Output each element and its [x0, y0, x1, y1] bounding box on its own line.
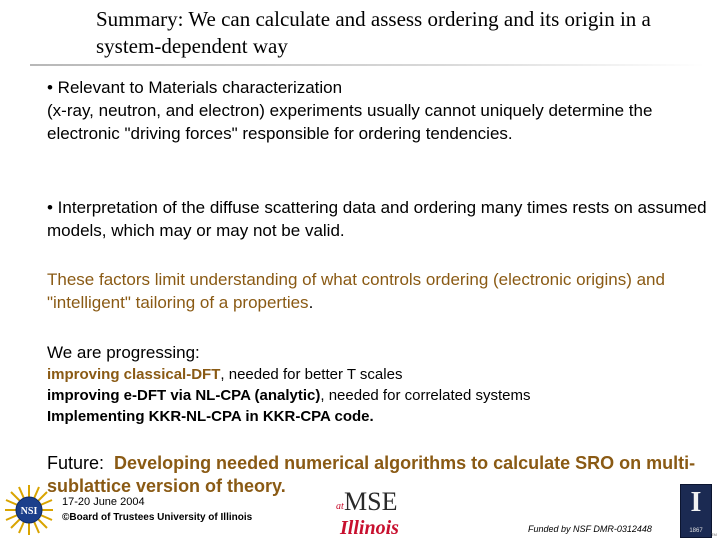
illinois-logo-text: Illinois	[340, 517, 399, 539]
bullet-interpretation: • Interpretation of the diffuse scattering data and ordering many times rests on assumed models, which may or may not be valid.	[47, 198, 707, 240]
progress-item	[47, 385, 707, 406]
bullet1-heading: • Relevant to Materials characterization	[47, 78, 343, 97]
mse-illinois-logo	[330, 482, 420, 540]
ilogo-year: 1867	[689, 528, 703, 534]
progress-item-rest: , needed for better T scales	[220, 366, 403, 383]
bullet1-body: (x-ray, neutron, and electron) experiments usually cannot uniquely determine the electronic "driving forces" responsible for ordering tendencies.	[47, 101, 653, 143]
progress-heading: We are progressing:	[47, 343, 200, 362]
progress-item-rest: , needed for correlated systems	[320, 387, 531, 404]
progress-item-bold: Implementing KKR-NL-CPA in KKR-CPA code.	[47, 408, 374, 425]
university-of-illinois-logo	[680, 484, 712, 538]
factors-text: These factors limit understanding of what controls ordering (electronic origins) and "intelligent" tailoring of a properties	[47, 270, 665, 312]
future-lead: Future:	[47, 453, 105, 473]
footer-funding: Funded by NSF DMR-0312448	[528, 524, 652, 534]
nsi-logo-text: NSI	[20, 506, 38, 517]
trademark-mark: TM	[711, 532, 717, 537]
nsi-logo	[4, 484, 54, 536]
bullet-materials-characterization	[47, 76, 707, 145]
mse-logo-text: MSE	[344, 487, 398, 516]
progress-item-bold: improving classical-DFT	[47, 366, 221, 383]
slide-title: Summary: We can calculate and assess ordering and its origin in a system-dependent way	[96, 7, 651, 58]
progress-item	[47, 364, 707, 385]
mse-at-text: at	[336, 501, 344, 512]
footer-date: 17-20 June 2004	[62, 496, 145, 508]
factors-paragraph	[47, 268, 707, 314]
title-divider	[30, 64, 705, 66]
progress-item-bold: improving e-DFT via NL-CPA (analytic)	[47, 387, 321, 404]
future-text: Developing needed numerical algorithms to calculate SRO on multi-sublattice version of theory.	[47, 453, 696, 496]
ilogo-letter: I	[690, 487, 702, 518]
progress-item	[47, 406, 707, 427]
factors-period: .	[308, 293, 314, 312]
footer-copyright: ©Board of Trustees University of Illinois	[62, 512, 253, 523]
